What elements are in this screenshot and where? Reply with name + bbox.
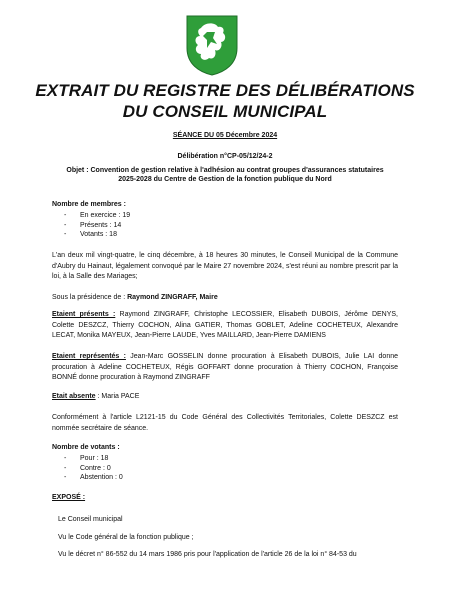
list-item: - Votants : 18 (64, 231, 117, 238)
list-item: - En exercice : 19 (64, 212, 131, 219)
expose-line: Le Conseil municipal (58, 516, 123, 523)
representes-paragraph (52, 352, 398, 384)
president-name: Raymond ZINGRAFF, Maire (127, 294, 218, 301)
presents-paragraph (52, 310, 398, 342)
page-title-line2: DU CONSEIL MUNICIPAL (122, 102, 328, 121)
membres-list (64, 211, 130, 240)
expose-title: EXPOSÉ : (52, 494, 86, 501)
list-item: - Abstention : 0 (64, 474, 123, 481)
absente-name: : Maria PACE (95, 393, 140, 400)
secretaire-paragraph: Conformément à l'article L2121-15 du Code Général des Collectivités Territoriales, Colette DESZCZ est nommée secrétaire de séance. (52, 414, 398, 432)
coat-of-arms-icon (185, 14, 239, 76)
expose-line: Vu le décret n° 86-552 du 14 mars 1986 pris pour l'application de l'article 26 de la loi n° 84-53 du (58, 551, 357, 558)
deliberation-object: Objet : Convention de gestion relative à l'adhésion au contrat groupes d'assurances statutaires 2025-2028 du Centre de Gestion de la fonction publique du Nord (66, 167, 384, 183)
page-title-line1: EXTRAIT DU REGISTRE DES DÉLIBÉRATIONS (35, 81, 415, 100)
votants-title: Nombre de votants : (52, 444, 120, 451)
membres-title: Nombre de membres : (52, 201, 126, 208)
representes-list: Jean-Marc GOSSELIN donne procuration à Elisabeth DUBOIS, Julie LAI donne procuration à Adeline COCHETEUX, Régis GOFFART donne procuration à Thierry COCHON, Françoise BONNÉ donne procuration à Raymond ZINGRAFF (52, 353, 398, 381)
seance-date: SÉANCE DU 05 Décembre 2024 (172, 132, 278, 139)
expose-line: Vu le Code général de la fonction publique ; (58, 534, 194, 541)
list-item: - Pour : 18 (64, 455, 109, 462)
absente-label: Etait absente (52, 393, 96, 400)
intro-paragraph: L'an deux mil vingt-quatre, le cinq décembre, à 18 heures 30 minutes, le Conseil Municipal de la Commune d'Aubry du Hainaut, légalement convoqué par le Maire 27 novembre 2024, s'est réuni au nombre prescrit par la loi, à la Salle des Mariages; (52, 252, 398, 280)
list-item: - Présents : 14 (64, 221, 122, 229)
votants-list (64, 454, 123, 483)
absente-line (52, 392, 398, 403)
presidence-line (52, 293, 398, 304)
deliberation-number: Délibération n°CP-05/12/24-2 (177, 153, 273, 160)
presidence-label: Sous la présidence de : (52, 294, 128, 301)
representes-label: Etaient représentés : (52, 353, 126, 360)
presents-list: Raymond ZINGRAFF, Christophe LECOSSIER, Elisabeth DUBOIS, Jérôme DENYS, Colette DESZCZ, Thierry COCHON, Alina GATIER, Thomas GOBLET, Adeline COCHETEUX, Alexandre LECAT, Monika MAYEUX, Jean-Pierre LAUDE, Yves MAILLARD, Jean-Pierre DAMIENS (52, 311, 399, 339)
presents-label: Etaient présents : (52, 311, 116, 318)
list-item: - Contre : 0 (64, 464, 111, 472)
